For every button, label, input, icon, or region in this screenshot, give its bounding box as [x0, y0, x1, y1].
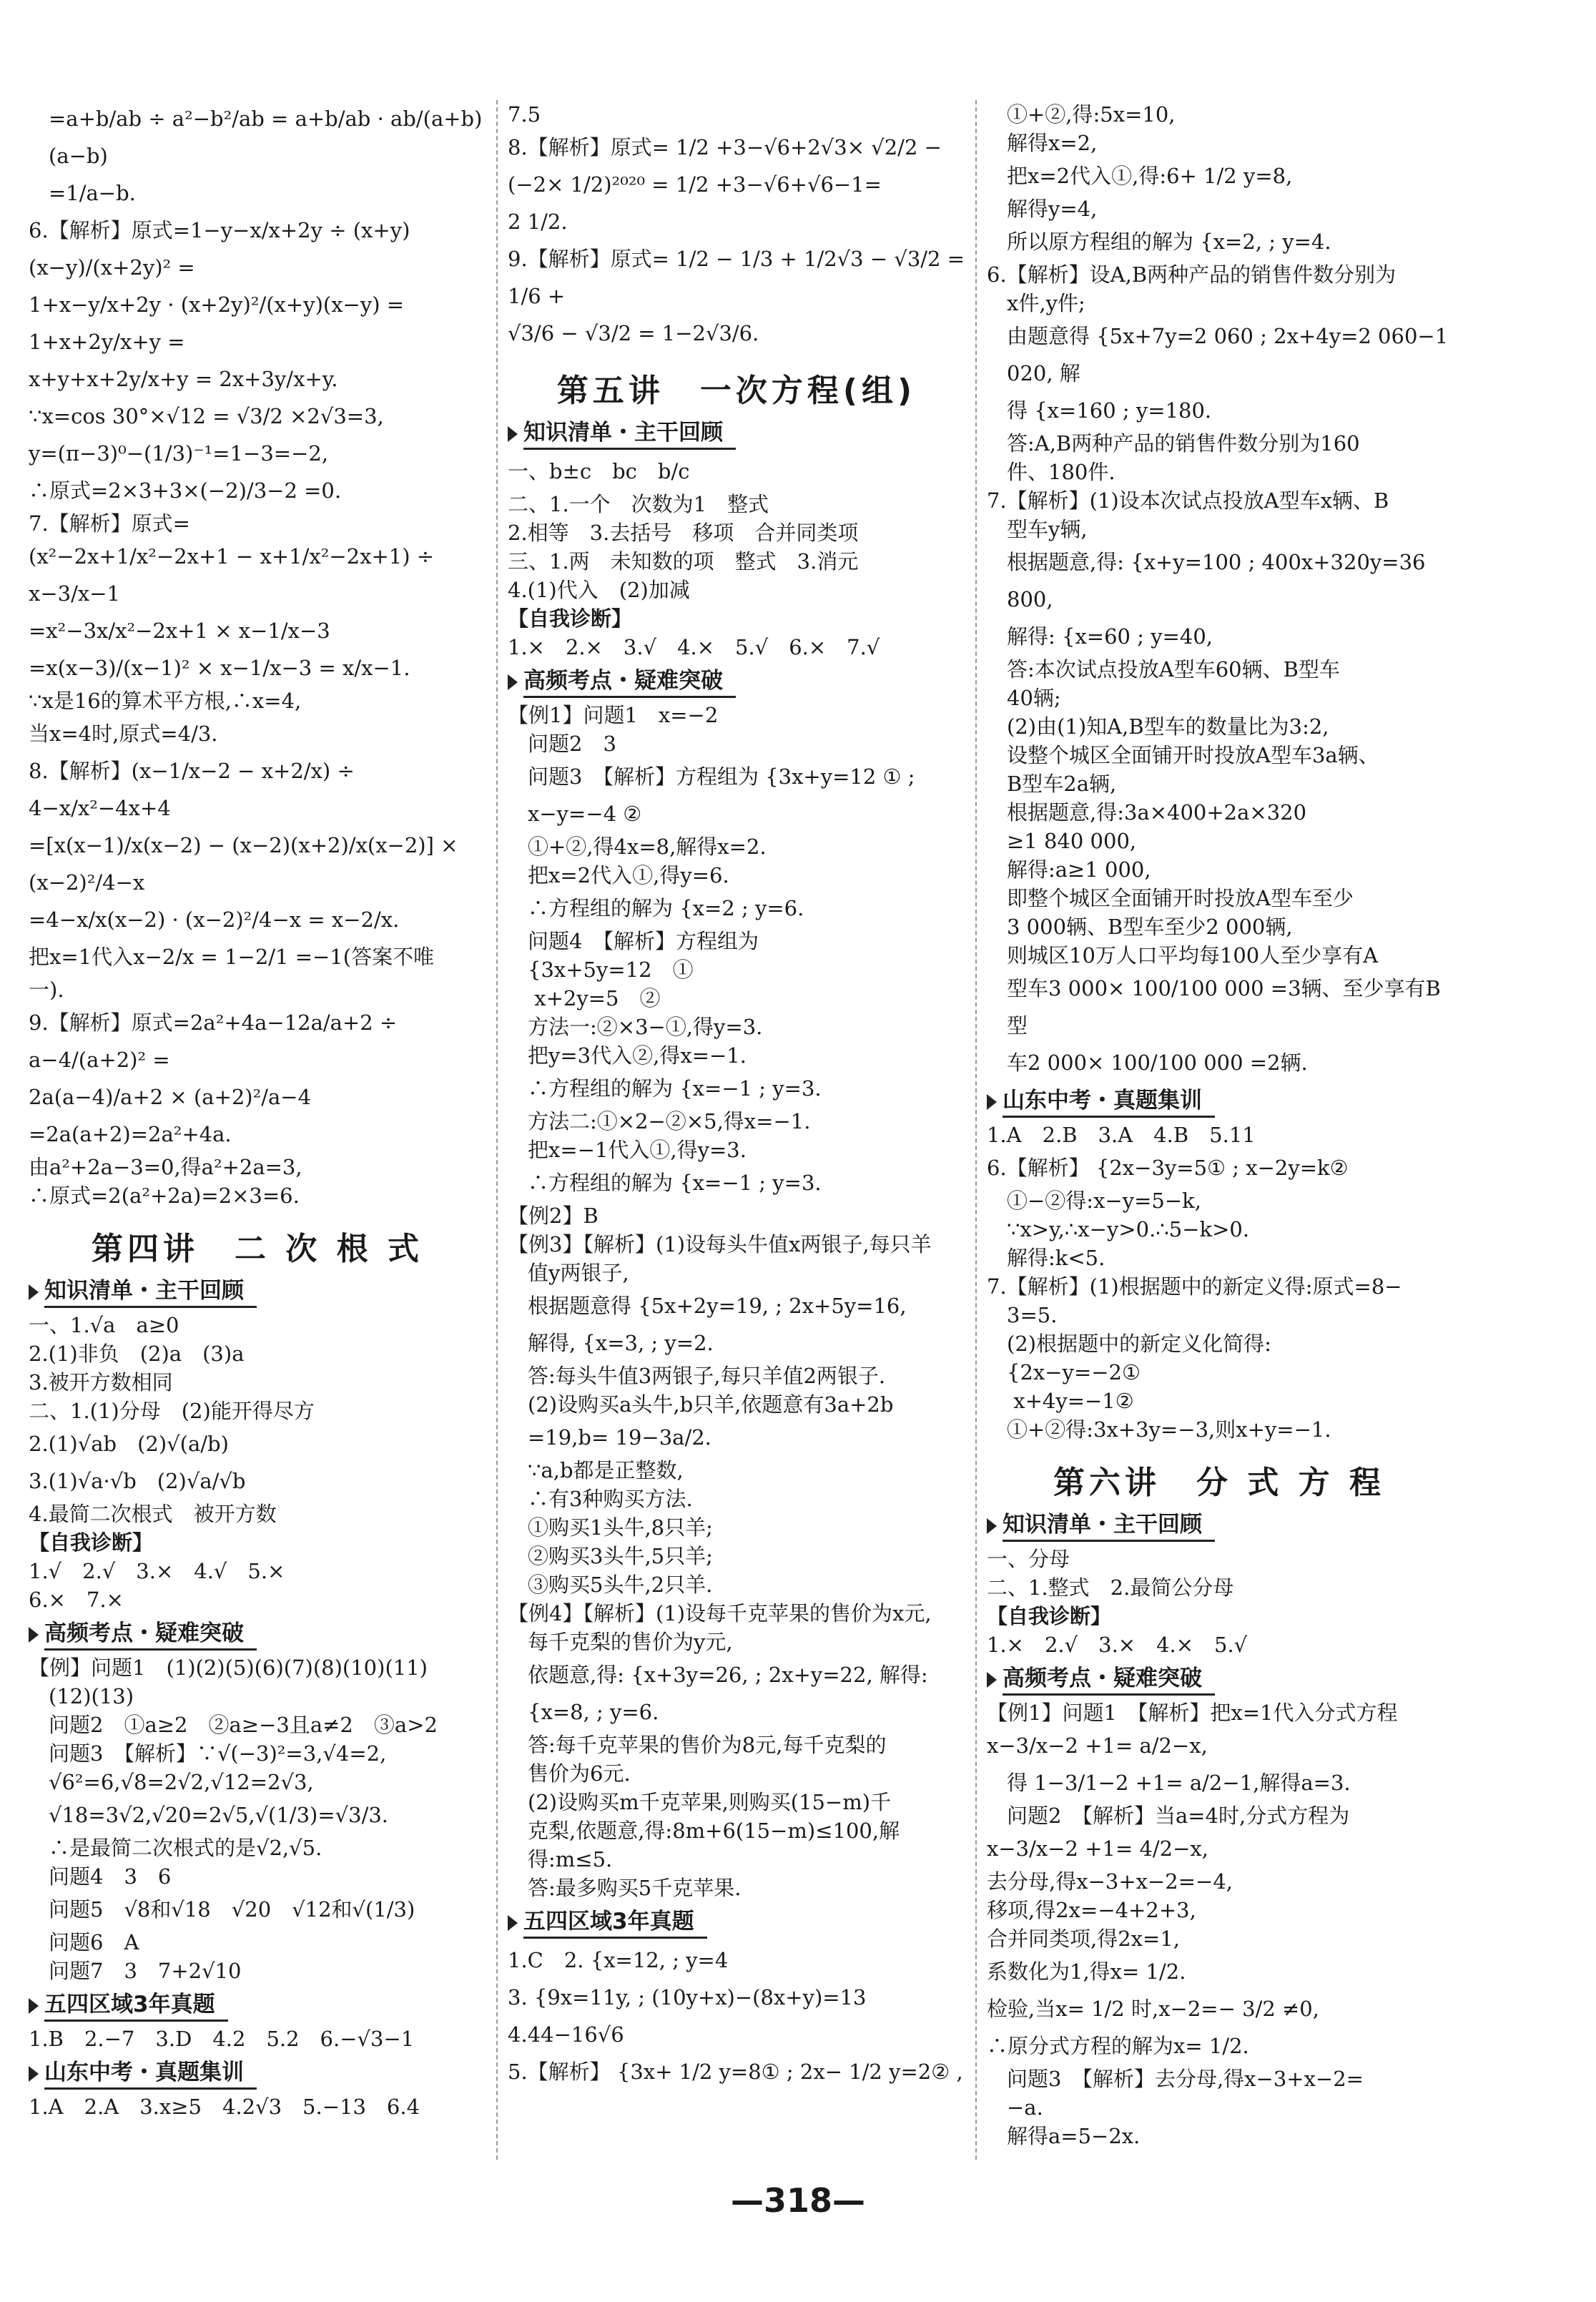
text-line: 【例1】问题1 x=−2	[508, 703, 719, 727]
text-line: 1.√ 2.√ 3.× 4.√ 5.×	[29, 1559, 285, 1583]
text-line: 【例1】问题1 【解析】把x=1代入分式方程	[987, 1701, 1398, 1725]
text-line: ∵x>y,∴x−y>0.∴5−k>0.	[1007, 1217, 1250, 1241]
text-line: (12)(13)	[49, 1684, 134, 1708]
text-line: 40辆;	[1007, 686, 1061, 710]
text-line: 8.【解析】原式= 1/2 +3−√6+2√3× √2/2 −	[508, 135, 942, 159]
text-line: 得 1−3/1−2 +1= a/2−1,解得a=3.	[1007, 1771, 1351, 1795]
text-line: 把x=−1代入①,得y=3.	[528, 1138, 747, 1162]
column-divider-1	[496, 100, 498, 2160]
text-line: 解得x=2,	[1007, 131, 1098, 155]
text-line: 把y=3代入②,得x=−1.	[528, 1043, 747, 1068]
text-line: ∴是最简二次根式的是√2,√5.	[49, 1836, 322, 1860]
section-header: 山东中考・真题集训	[29, 2057, 486, 2090]
text-line: 1.B 2.−7 3.D 4.2 5.2 6.−√3−1	[29, 2027, 415, 2051]
text-line: 根据题意,得: {x+y=100 ; 400x+320y=36 800,	[1007, 550, 1432, 611]
text-line: 二、1.整式 2.最简公分母	[987, 1575, 1234, 1600]
text-line: ∴方程组的解为 {x=−1 ; y=3.	[528, 1171, 822, 1195]
text-line: 一、b±c bc b/c	[508, 459, 690, 483]
text-line: 6.【解析】 {2x−3y=5① ; x−2y=k②	[987, 1156, 1349, 1180]
text-line: =x²−3x/x²−2x+1 × x−1/x−3	[29, 619, 330, 643]
text-line: 问题5 √8和√18 √20 √12和√(1/3)	[49, 1897, 415, 1922]
text-line: 【例4】【解析】(1)设每千克苹果的售价为x元,	[508, 1601, 932, 1625]
text-line: 2.(1)√ab (2)√(a/b)	[29, 1432, 229, 1456]
text-line: 解得: {x=60 ; y=40,	[1007, 624, 1213, 649]
triangle-icon	[508, 426, 518, 442]
text-line: =4−x/x(x−2) · (x−2)²/4−x = x−2/x.	[29, 907, 400, 932]
text-line: √18=3√2,√20=2√5,√(1/3)=√3/3.	[49, 1803, 389, 1827]
text-line: 解得:k<5.	[1007, 1246, 1105, 1270]
text-line: 答:最多购买5千克苹果.	[528, 1876, 742, 1900]
text-line: 2.相等 3.去括号 移项 合并同类项	[508, 521, 859, 545]
text-line: 7.【解析】(1)根据题中的新定义得:原式=8−	[987, 1274, 1402, 1299]
text-line: 一).	[29, 978, 64, 1002]
text-line: ①+②,得:5x=10,	[1007, 102, 1176, 127]
text-line: 当x=4时,原式=4/3.	[29, 722, 218, 746]
text-line: 车2 000× 100/100 000 =2辆.	[1007, 1051, 1308, 1075]
triangle-icon	[29, 1998, 39, 2014]
text-line: 每千克梨的售价为y元,	[528, 1630, 733, 1654]
text-line: ①+②,得4x=8,解得x=2.	[528, 835, 767, 859]
text-line: 根据题意得 {5x+2y=19, ; 2x+5y=16,	[528, 1294, 907, 1318]
text-line: 解得, {x=3, ; y=2.	[528, 1331, 714, 1355]
text-line: x+4y=−1②	[1007, 1389, 1134, 1413]
text-line: x+2y=5 ②	[528, 986, 661, 1010]
text-line: 3.(1)√a·√b (2)√a/√b	[29, 1469, 246, 1493]
text-line: {2x−y=−2①	[1007, 1360, 1141, 1384]
section-header: 高频考点・疑难突破	[29, 1618, 486, 1651]
text-line: 5.【解析】 {3x+ 1/2 y=8① ; 2x− 1/2 y=2② ,	[508, 2060, 963, 2084]
text-line: (2)设购买m千克苹果,则购买(15−m)千	[528, 1790, 892, 1814]
text-line: ∴有3种购买方法.	[528, 1487, 693, 1511]
text-line: 【例2】B	[508, 1204, 598, 1228]
text-line: 根据题意,得:3a×400+2a×320	[1007, 800, 1307, 825]
text-line: 1.A 2.B 3.A 4.B 5.11	[987, 1123, 1256, 1147]
text-line: 2.(1)非负 (2)a (3)a	[29, 1342, 245, 1366]
text-line: 问题3 【解析】∵√(−3)²=3,√4=2,	[49, 1741, 387, 1766]
text-line: 问题3 【解析】去分母,得x−3+x−2=	[1007, 2067, 1364, 2091]
text-line: 1+x−y/x+2y · (x+2y)²/(x+y)(x−y) = 1+x+2y/x+y =	[29, 292, 411, 354]
section-header: 五四区域3年真题	[29, 1989, 486, 2022]
text-line: 3=5.	[1007, 1303, 1058, 1327]
triangle-icon	[29, 1284, 39, 1300]
text-line: 6.【解析】设A,B两种产品的销售件数分别为	[987, 262, 1396, 287]
text-line: 件、180件.	[1007, 460, 1115, 484]
text-line: 值y两银子,	[528, 1261, 629, 1285]
text-line: ∵x是16的算术平方根,∴x=4,	[29, 689, 302, 713]
text-line: 3 000辆、B型车至少2 000辆,	[1007, 915, 1293, 939]
text-line: 7.【解析】(1)设本次试点投放A型车x辆、B	[987, 488, 1389, 513]
text-line: 问题2 ①a≥2 ②a≥−3且a≠2 ③a>2	[49, 1713, 438, 1737]
text-line: 由a²+2a−3=0,得a²+2a=3,	[29, 1155, 302, 1179]
text-line: 问题2 3	[528, 732, 616, 756]
text-line: 把x=1代入x−2/x = 1−2/1 =−1(答案不唯	[29, 945, 435, 969]
text-line: 去分母,得x−3+x−2=−4,	[987, 1869, 1233, 1894]
text-line: 4.(1)代入 (2)加减	[508, 578, 690, 602]
text-line: 问题7 3 7+2√10	[49, 1959, 242, 1983]
text-line: ∴原式=2×3+3×(−2)/3−2 =0.	[29, 478, 342, 503]
text-line: 合并同类项,得2x=1,	[987, 1927, 1180, 1951]
text-line: 解得y=4,	[1007, 197, 1098, 221]
text-line: ∴方程组的解为 {x=−1 ; y=3.	[528, 1076, 822, 1101]
text-line: y=(π−3)⁰−(1/3)⁻¹=1−3=−2,	[29, 441, 329, 466]
text-line: x+y+x+2y/x+y = 2x+3y/x+y.	[29, 367, 338, 391]
text-line: ①购买1头牛,8只羊;	[528, 1515, 713, 1540]
text-line: 检验,当x= 1/2 时,x−2=− 3/2 ≠0,	[987, 1997, 1319, 2021]
text-line: 依题意,得: {x+3y=26, ; 2x+y=22, 解得: {x=8, ; y=6.	[528, 1663, 935, 1724]
triangle-icon	[508, 674, 518, 690]
section-header: 知识清单・主干回顾	[987, 1510, 1452, 1542]
text-line: (2)设购买a头牛,b只羊,依题意有3a+2b	[528, 1392, 894, 1417]
text-line: 1.C 2. {x=12, ; y=4	[508, 1948, 729, 1972]
text-line: 得:m≤5.	[528, 1847, 613, 1871]
text-line: {3x+5y=12 ①	[528, 958, 694, 982]
text-line: 则城区10万人口平均每100人至少享有A	[1007, 943, 1379, 968]
text-line: 答:本次试点投放A型车60辆、B型车	[1007, 657, 1340, 682]
text-line: 三、1.两 未知数的项 整式 3.消元	[508, 549, 859, 574]
text-line: ∴原式=2(a²+2a)=2×3=6.	[29, 1184, 300, 1208]
text-line: 答:每头牛值3两银子,每只羊值2两银子.	[528, 1364, 886, 1388]
text-line: ③购买5头牛,2只羊.	[528, 1573, 713, 1597]
text-line: x−3/x−2 +1= 4/2−x,	[987, 1836, 1209, 1861]
text-line: 得 {x=160 ; y=180.	[1007, 398, 1212, 423]
section-header: 高频考点・疑难突破	[987, 1663, 1452, 1696]
lecture-title: 第六讲 分 式 方 程	[1053, 1465, 1385, 1501]
text-line: 问题4 【解析】方程组为	[528, 929, 759, 953]
text-line: ①+②得:3x+3y=−3,则x+y=−1.	[1007, 1417, 1331, 1442]
triangle-icon	[29, 2066, 39, 2082]
text-line: ①−②得:x−y=5−k,	[1007, 1189, 1201, 1213]
text-line: 型车y辆,	[1007, 517, 1088, 541]
triangle-icon	[987, 1094, 997, 1110]
text-line: 9.【解析】原式=2a²+4a−12a/a+2 ÷ a−4/(a+2)² =	[29, 1010, 404, 1072]
text-line: 解得a=5−2x.	[1007, 2124, 1141, 2148]
text-line: 即整个城区全面铺开时投放A型车至少	[1007, 886, 1354, 910]
text-line: 答:A,B两种产品的销售件数分别为160	[1007, 431, 1360, 456]
text-line: 一、1.√a a≥0	[29, 1313, 179, 1337]
text-line: 系数化为1,得x= 1/2.	[987, 1959, 1186, 1984]
triangle-icon	[987, 1518, 997, 1534]
text-line: 问题4 3 6	[49, 1864, 172, 1889]
text-line: B型车2a辆,	[1007, 772, 1117, 796]
column-3	[987, 100, 1455, 2150]
subheading: 【自我诊断】	[987, 1604, 1112, 1628]
section-header: 高频考点・疑难突破	[508, 666, 965, 698]
text-line: =a+b/ab ÷ a²−b²/ab = a+b/ab · ab/(a+b)(a−b)	[49, 107, 483, 168]
text-line: 二、1.(1)分母 (2)能开得尽方	[29, 1399, 315, 1423]
text-line: 8.【解析】(x−1/x−2 − x+2/x) ÷ 4−x/x²−4x+4	[29, 759, 361, 820]
text-line: 【例】问题1 (1)(2)(5)(6)(7)(8)(10)(11)	[29, 1656, 428, 1680]
text-line: =1/a−b.	[49, 181, 136, 205]
text-line: 1.× 2.√ 3.× 4.× 5.√	[987, 1633, 1248, 1657]
text-line: 2 1/2.	[508, 210, 568, 234]
text-line: 克梨,依题意,得:8m+6(15−m)≤100,解	[528, 1819, 900, 1843]
text-line: 【例3】【解析】(1)设每头牛值x两银子,每只羊	[508, 1232, 932, 1256]
page-number: —318—	[730, 2181, 866, 2220]
section-header: 知识清单・主干回顾	[508, 418, 965, 450]
text-line: 二、1.一个 次数为1 整式	[508, 492, 769, 516]
text-line: (2)由(1)知A,B型车的数量比为3:2,	[1007, 714, 1329, 739]
text-line: =[x(x−1)/x(x−2) − (x−2)(x+2)/x(x−2)] × (x−2)²/4−x	[29, 833, 465, 895]
text-line: (2)根据题中的新定义化简得:	[1007, 1332, 1271, 1356]
text-line: 1.× 2.× 3.√ 4.× 5.√ 6.× 7.√	[508, 635, 880, 659]
text-line: ②购买3头牛,5只羊;	[528, 1544, 713, 1568]
text-line: 解得:a≥1 000,	[1007, 857, 1151, 882]
text-line: 把x=2代入①,得y=6.	[528, 863, 729, 887]
text-line: ∵a,b都是正整数,	[528, 1458, 684, 1482]
lecture-title: 第四讲 二 次 根 式	[92, 1231, 423, 1267]
triangle-icon	[29, 1627, 39, 1643]
text-line: 7.【解析】原式=	[29, 511, 190, 536]
text-line: √3/6 − √3/2 = 1−2√3/6.	[508, 321, 759, 345]
text-line: 问题3 【解析】方程组为 {3x+y=12 ① ; x−y=−4 ②	[528, 764, 922, 826]
text-line: 所以原方程组的解为 {x=2, ; y=4.	[1007, 230, 1331, 254]
text-line: 问题6 A	[49, 1930, 139, 1954]
text-line: √6²=6,√8=2√2,√12=2√3,	[49, 1770, 314, 1794]
text-line: (x²−2x+1/x²−2x+1 − x+1/x²−2x+1) ÷ x−3/x−1	[29, 544, 441, 606]
text-line: 2a(a−4)/a+2 × (a+2)²/a−4 =2a(a+2)=2a²+4a.	[29, 1085, 318, 1146]
text-line: 1.A 2.A 3.x≥5 4.2√3 5.−13 6.4	[29, 2095, 420, 2119]
subheading: 【自我诊断】	[508, 606, 633, 631]
column-divider-2	[975, 100, 977, 2160]
text-line: 6.× 7.×	[29, 1588, 124, 1612]
text-line: 移项,得2x=−4+2+3,	[987, 1898, 1196, 1922]
text-line: ∴原分式方程的解为x= 1/2.	[987, 2034, 1249, 2058]
subheading: 【自我诊断】	[29, 1530, 154, 1555]
text-line: ≥1 840 000,	[1007, 829, 1137, 853]
text-line: ∴方程组的解为 {x=2 ; y=6.	[528, 896, 804, 920]
text-line: 问题2 【解析】当a=4时,分式方程为	[1007, 1804, 1350, 1828]
triangle-icon	[987, 1672, 997, 1688]
text-line: 由题意得 {5x+7y=2 060 ; 2x+4y=2 060−1 020, 解	[1007, 324, 1455, 385]
section-header: 知识清单・主干回顾	[29, 1276, 486, 1308]
text-line: 方法二:①×2−②×5,得x=−1.	[528, 1109, 811, 1133]
text-line: 型车3 000× 100/100 000 =3辆、至少享有B型	[1007, 976, 1441, 1038]
text-line: 3.被开方数相同	[29, 1370, 173, 1395]
text-line: x件,y件;	[1007, 291, 1085, 315]
text-line: (−2× 1/2)²⁰²⁰ = 1/2 +3−√6+√6−1=	[508, 172, 882, 197]
triangle-icon	[508, 1915, 518, 1931]
text-line: 售价为6元.	[528, 1761, 631, 1786]
text-line: 一、分母	[987, 1547, 1070, 1571]
text-line: 9.【解析】原式= 1/2 − 1/3 + 1/2√3 − √3/2 = 1/6 +	[508, 247, 972, 308]
text-line: 设整个城区全面铺开时投放A型车3a辆、	[1007, 743, 1379, 767]
section-header: 山东中考・真题集训	[987, 1086, 1452, 1118]
text-line: 6.【解析】原式=1−y−x/x+2y ÷ (x+y)(x−y)/(x+2y)² =	[29, 218, 410, 280]
text-line: ∵x=cos 30°×√12 = √3/2 ×2√3=3,	[29, 404, 384, 428]
text-line: 答:每千克苹果的售价为8元,每千克梨的	[528, 1733, 887, 1757]
column-1	[29, 100, 486, 2121]
text-line: 方法一:②×3−①,得y=3.	[528, 1015, 763, 1039]
text-line: 4.最简二次根式 被开方数	[29, 1502, 277, 1526]
text-line: =x(x−3)/(x−1)² × x−1/x−3 = x/x−1.	[29, 656, 410, 680]
section-header: 五四区域3年真题	[508, 1907, 965, 1939]
text-line: 3. {9x=11y, ; (10y+x)−(8x+y)=13 4.44−16√6	[508, 1985, 887, 2047]
text-line: 把x=2代入①,得:6+ 1/2 y=8,	[1007, 164, 1293, 188]
lecture-title: 第五讲 一次方程(组)	[556, 373, 917, 409]
column-2	[508, 100, 972, 2090]
text-line: −a.	[1007, 2095, 1043, 2120]
text-line: =19,b= 19−3a/2.	[528, 1425, 711, 1450]
text-line: x−3/x−2 +1= a/2−x,	[987, 1733, 1208, 1758]
text-line: 7.5	[508, 102, 541, 127]
